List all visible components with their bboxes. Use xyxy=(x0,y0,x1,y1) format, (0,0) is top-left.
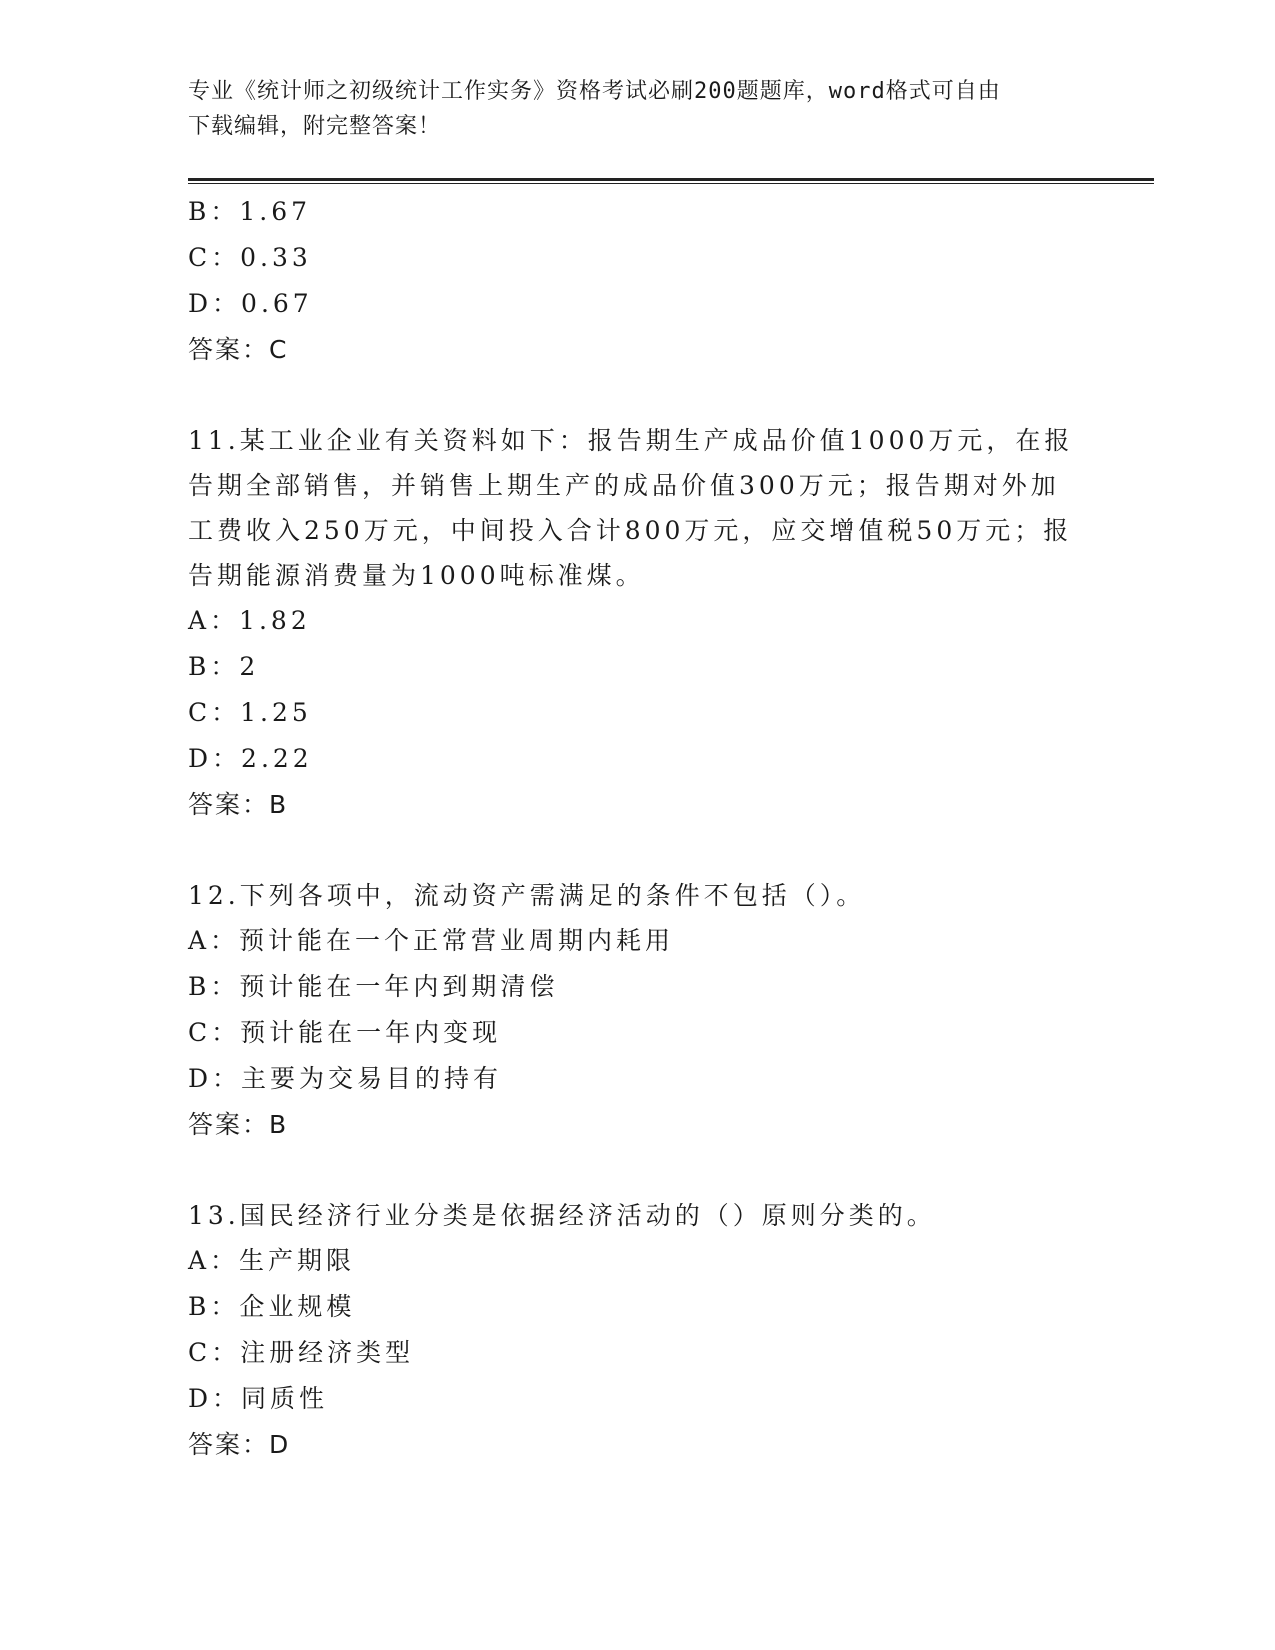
option-a: A：生产期限 xyxy=(188,1246,356,1275)
option-a: A：1.82 xyxy=(188,606,311,635)
option-b: B：企业规模 xyxy=(188,1292,356,1321)
spacer xyxy=(188,373,1088,418)
header-line-2: 下载编辑，附完整答案！ xyxy=(188,114,442,139)
question-continued xyxy=(188,189,1088,373)
option-d: D：主要为交易目的持有 xyxy=(188,1064,503,1093)
question-stem-line: 告期能源消费量为1000吨标准煤。 xyxy=(188,561,645,590)
option-c: C：1.25 xyxy=(188,698,312,727)
spacer xyxy=(188,1148,1088,1193)
spacer xyxy=(188,828,1088,873)
header-line-1: 专业《统计师之初级统计工作实务》资格考试必刷200题题库，word格式可自由 xyxy=(188,79,1001,104)
answer-line: 答案：D xyxy=(188,1430,291,1459)
question-12 xyxy=(188,873,1088,1148)
option-b: B：1.67 xyxy=(188,197,312,226)
header-rule-thick xyxy=(188,178,1154,181)
page-header xyxy=(188,74,1088,144)
option-a: A：预计能在一个正常营业周期内耗用 xyxy=(188,926,675,955)
option-c: C：注册经济类型 xyxy=(188,1338,415,1367)
option-d: D：0.67 xyxy=(188,289,313,318)
question-stem-line: 11.某工业企业有关资料如下：报告期生产成品价值1000万元，在报 xyxy=(188,426,1074,455)
question-stem-line: 告期全部销售，并销售上期生产的成品价值300万元；报告期对外加 xyxy=(188,471,1060,500)
option-b: B：预计能在一年内到期清偿 xyxy=(188,972,559,1001)
answer-line: 答案：B xyxy=(188,790,289,819)
question-stem-line: 12.下列各项中，流动资产需满足的条件不包括（）。 xyxy=(188,881,866,910)
answer-line: 答案：B xyxy=(188,1110,289,1139)
header-rule-thin xyxy=(188,183,1154,184)
option-d: D：同质性 xyxy=(188,1384,329,1413)
option-c: C：预计能在一年内变现 xyxy=(188,1018,502,1047)
question-13 xyxy=(188,1193,1088,1468)
option-c: C：0.33 xyxy=(188,243,312,272)
question-stem-line: 工费收入250万元，中间投入合计800万元，应交增值税50万元；报 xyxy=(188,516,1073,545)
question-stem-line: 13.国民经济行业分类是依据经济活动的（）原则分类的。 xyxy=(188,1201,936,1230)
question-11 xyxy=(188,418,1088,828)
question-list xyxy=(188,189,1088,1468)
option-b: B：2 xyxy=(188,652,260,681)
answer-line: 答案：C xyxy=(188,335,289,364)
option-d: D：2.22 xyxy=(188,744,313,773)
